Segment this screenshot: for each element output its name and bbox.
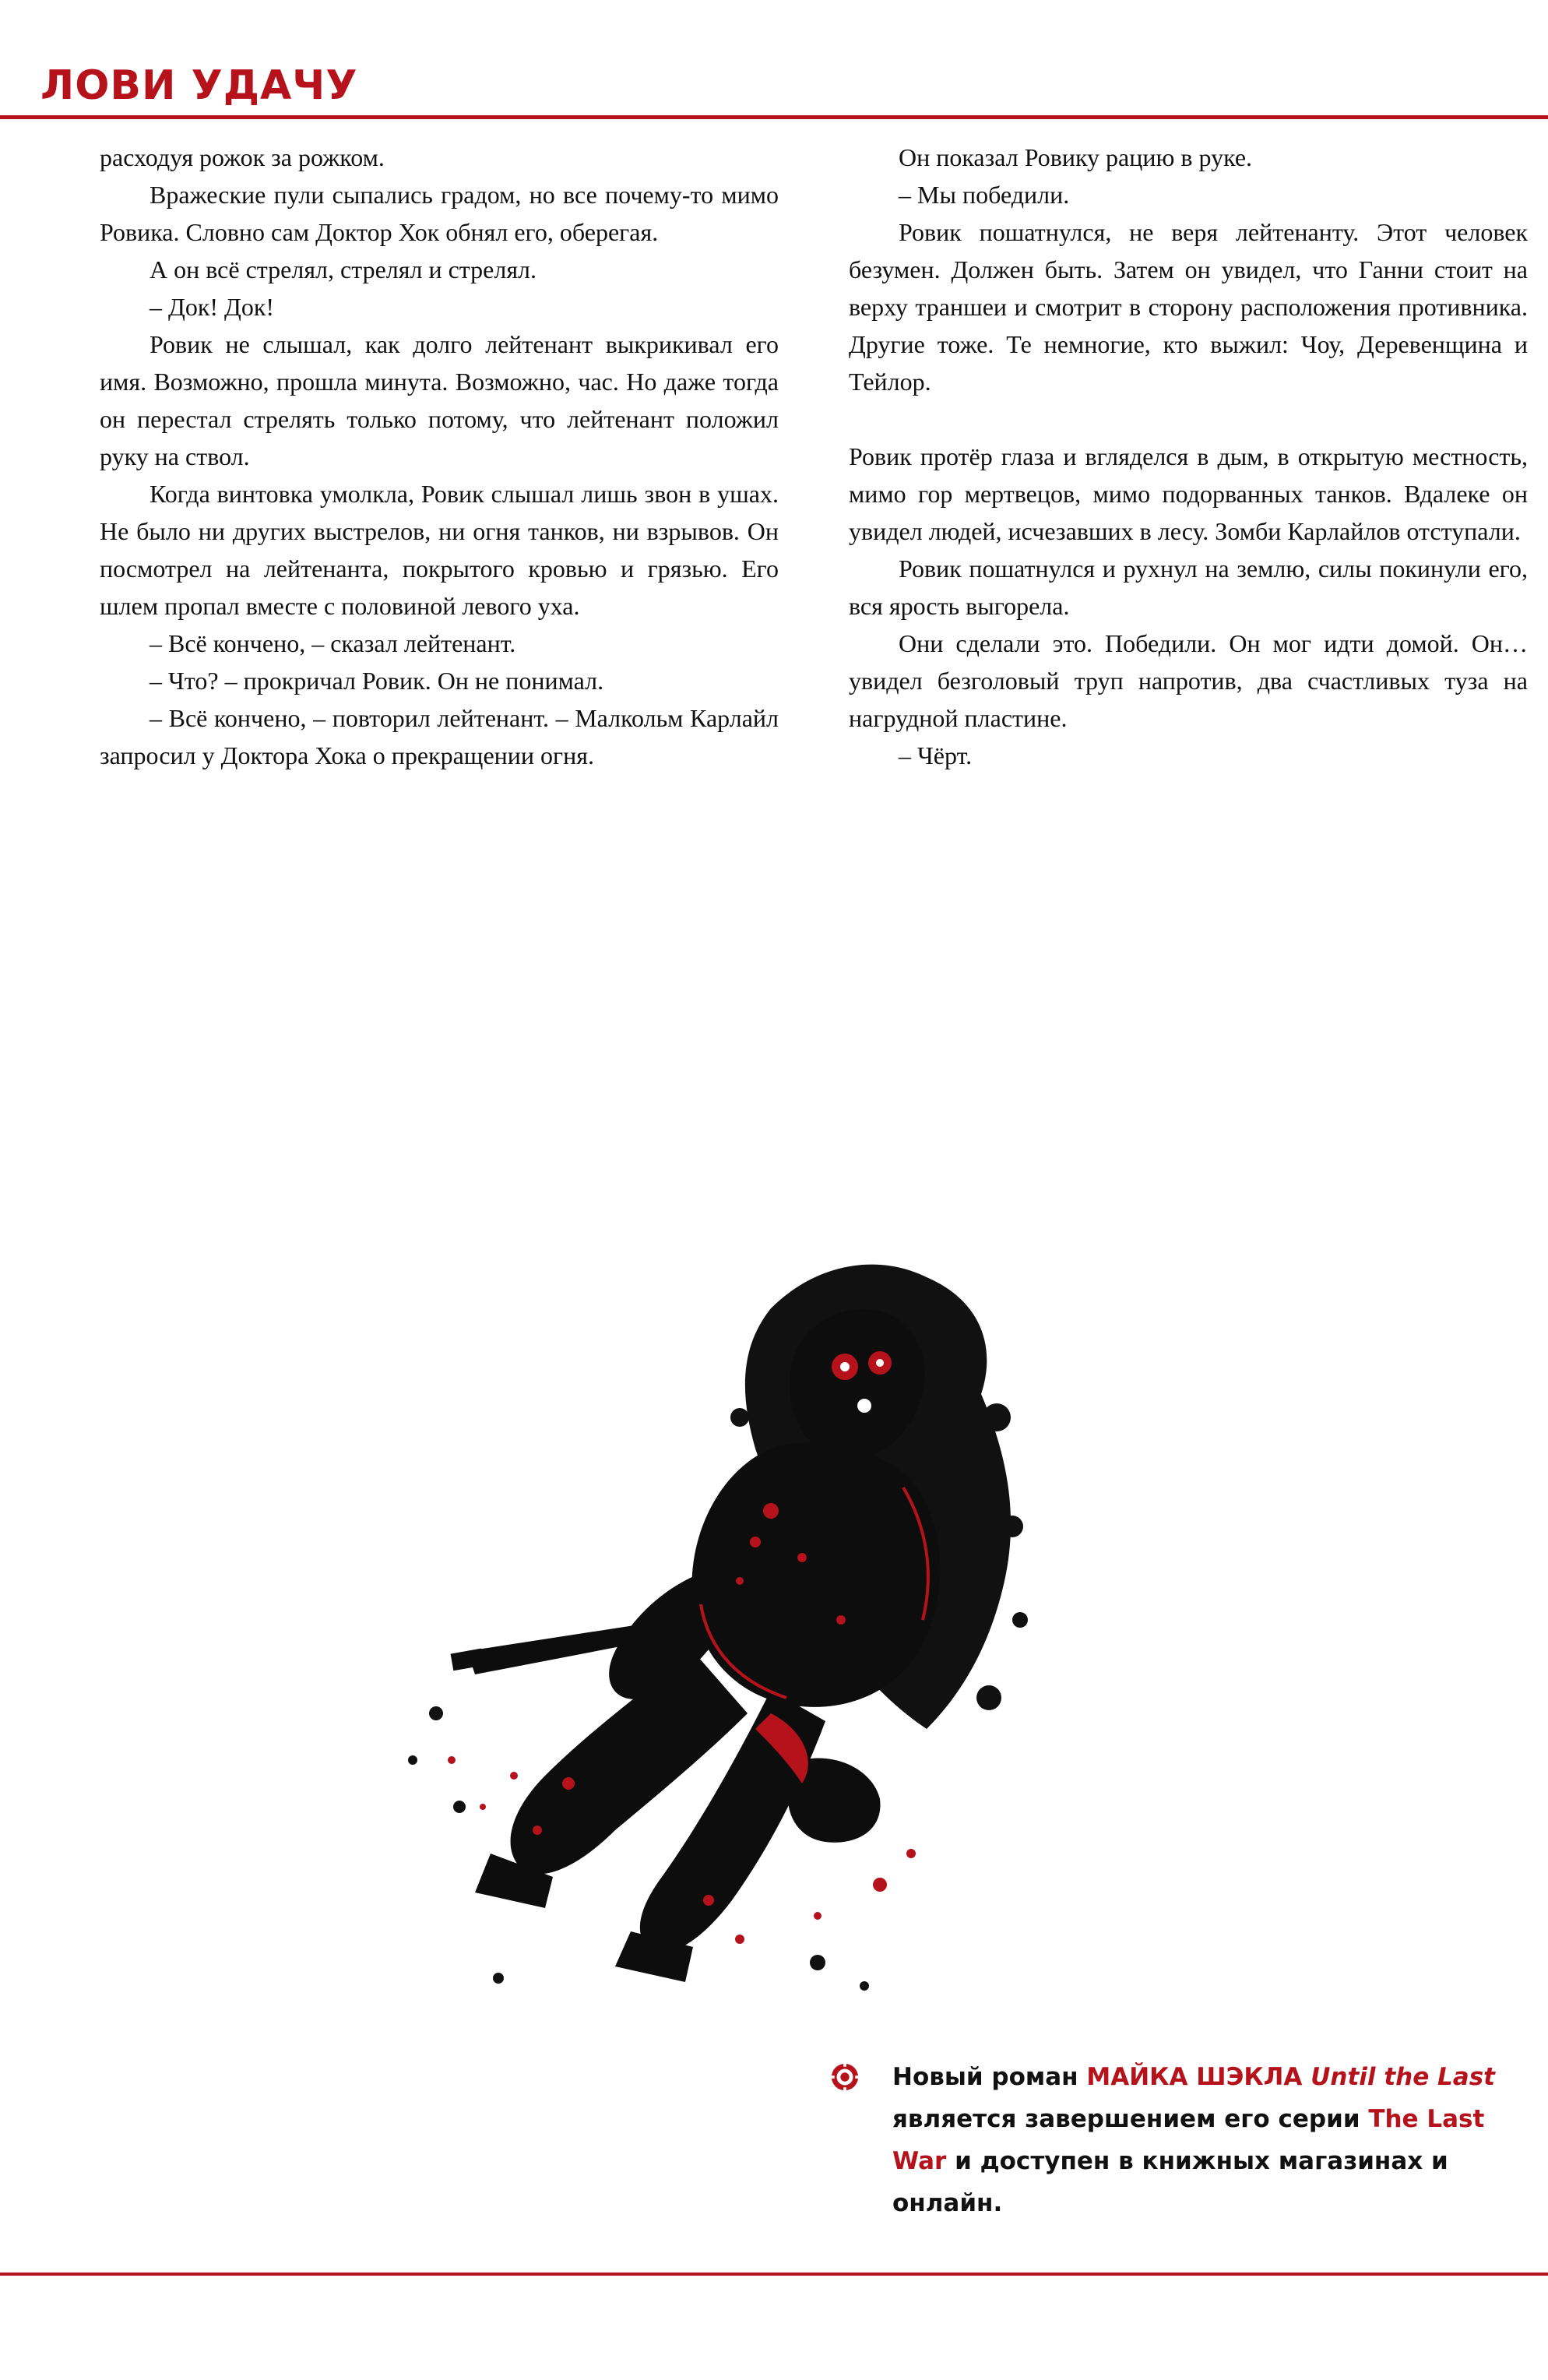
author-name: МАЙКА ШЭКЛА (1086, 2063, 1303, 2091)
paragraph: Он показал Ровику рацию в руке. (899, 143, 1253, 171)
paragraph: – Док! Док! (150, 293, 275, 321)
paragraph: Когда винтовка умолкла, Ровик слышал лишь звон в ушах. Не было ни других выстрелов, ни огня танков, ни взрывов. Он посмотрел на лейтенанта, покрытого кровью и грязью. Его шлем пропал вместе с половиной левого уха. (100, 480, 779, 620)
paragraph: – Мы победили. (899, 181, 1070, 209)
paragraph: Вражеские пули сыпались градом, но все почему-то мимо Ровика. Словно сам Доктор Хок обнял его, оберегая. (100, 181, 779, 246)
paragraph: Ровик пошатнулся и рухнул на землю, силы покинули его, вся ярость выгорела. (849, 555, 1528, 620)
paragraph: А он всё стрелял, стрелял и стрелял. (150, 255, 537, 283)
book-title: Until the Last (1311, 2063, 1495, 2091)
paragraph: – Чёрт. (899, 741, 973, 769)
paragraph: Ровик пошатнулся, не веря лейтенанту. Этот человек безумен. Должен быть. Затем он увидел, что Ганни стоит на верху траншеи и смотрит в сторону расположения противника. Другие тоже. Те немногие, кто выжил: Чоу, Деревенщина и Тейлор. (849, 218, 1528, 396)
promo-text: Новый роман МАЙКА ШЭКЛА Until the Last является завершением его серии The Last War и доступен в книжных магазинах и онлайн. (892, 2063, 1495, 2217)
paragraph: – Всё кончено, – сказал лейтенант. (150, 629, 516, 657)
footer-divider (0, 2273, 1548, 2276)
left-text-column (100, 139, 779, 774)
paragraph: – Всё кончено, – повторил лейтенант. – Малкольм Карлайл запросил у Доктора Хока о прекращении огня. (100, 704, 779, 769)
fallen-soldier-illustration (335, 1215, 1347, 2009)
promo-block (832, 2056, 1509, 2224)
gear-target-icon (830, 2062, 860, 2092)
paragraph: Ровик не слышал, как долго лейтенант выкрикивал его имя. Возможно, прошла минута. Возможно, час. Но даже тогда он перестал стрелять только потому, что лейтенант положил руку на ствол. (100, 330, 779, 470)
paragraph: Они сделали это. Победили. Он мог идти домой. Он… увидел безголовый труп напротив, два счастливых туза на нагрудной пластине. (849, 629, 1528, 732)
paragraph: Ровик протёр глаза и вгляделся в дым, в открытую местность, мимо гор мертвецов, мимо подорванных танков. Вдалеке он увидел людей, исчезавших в лесу. Зомби Карлайлов отступали. (849, 442, 1528, 545)
paragraph: – Что? – прокричал Ровик. Он не понимал. (150, 667, 604, 695)
page-title: ЛОВИ УДАЧУ (40, 62, 358, 109)
paragraph: расходуя рожок за рожком. (100, 143, 385, 171)
right-text-column (849, 139, 1528, 774)
header-divider (0, 115, 1548, 119)
series-title: The Last War (892, 2105, 1485, 2175)
